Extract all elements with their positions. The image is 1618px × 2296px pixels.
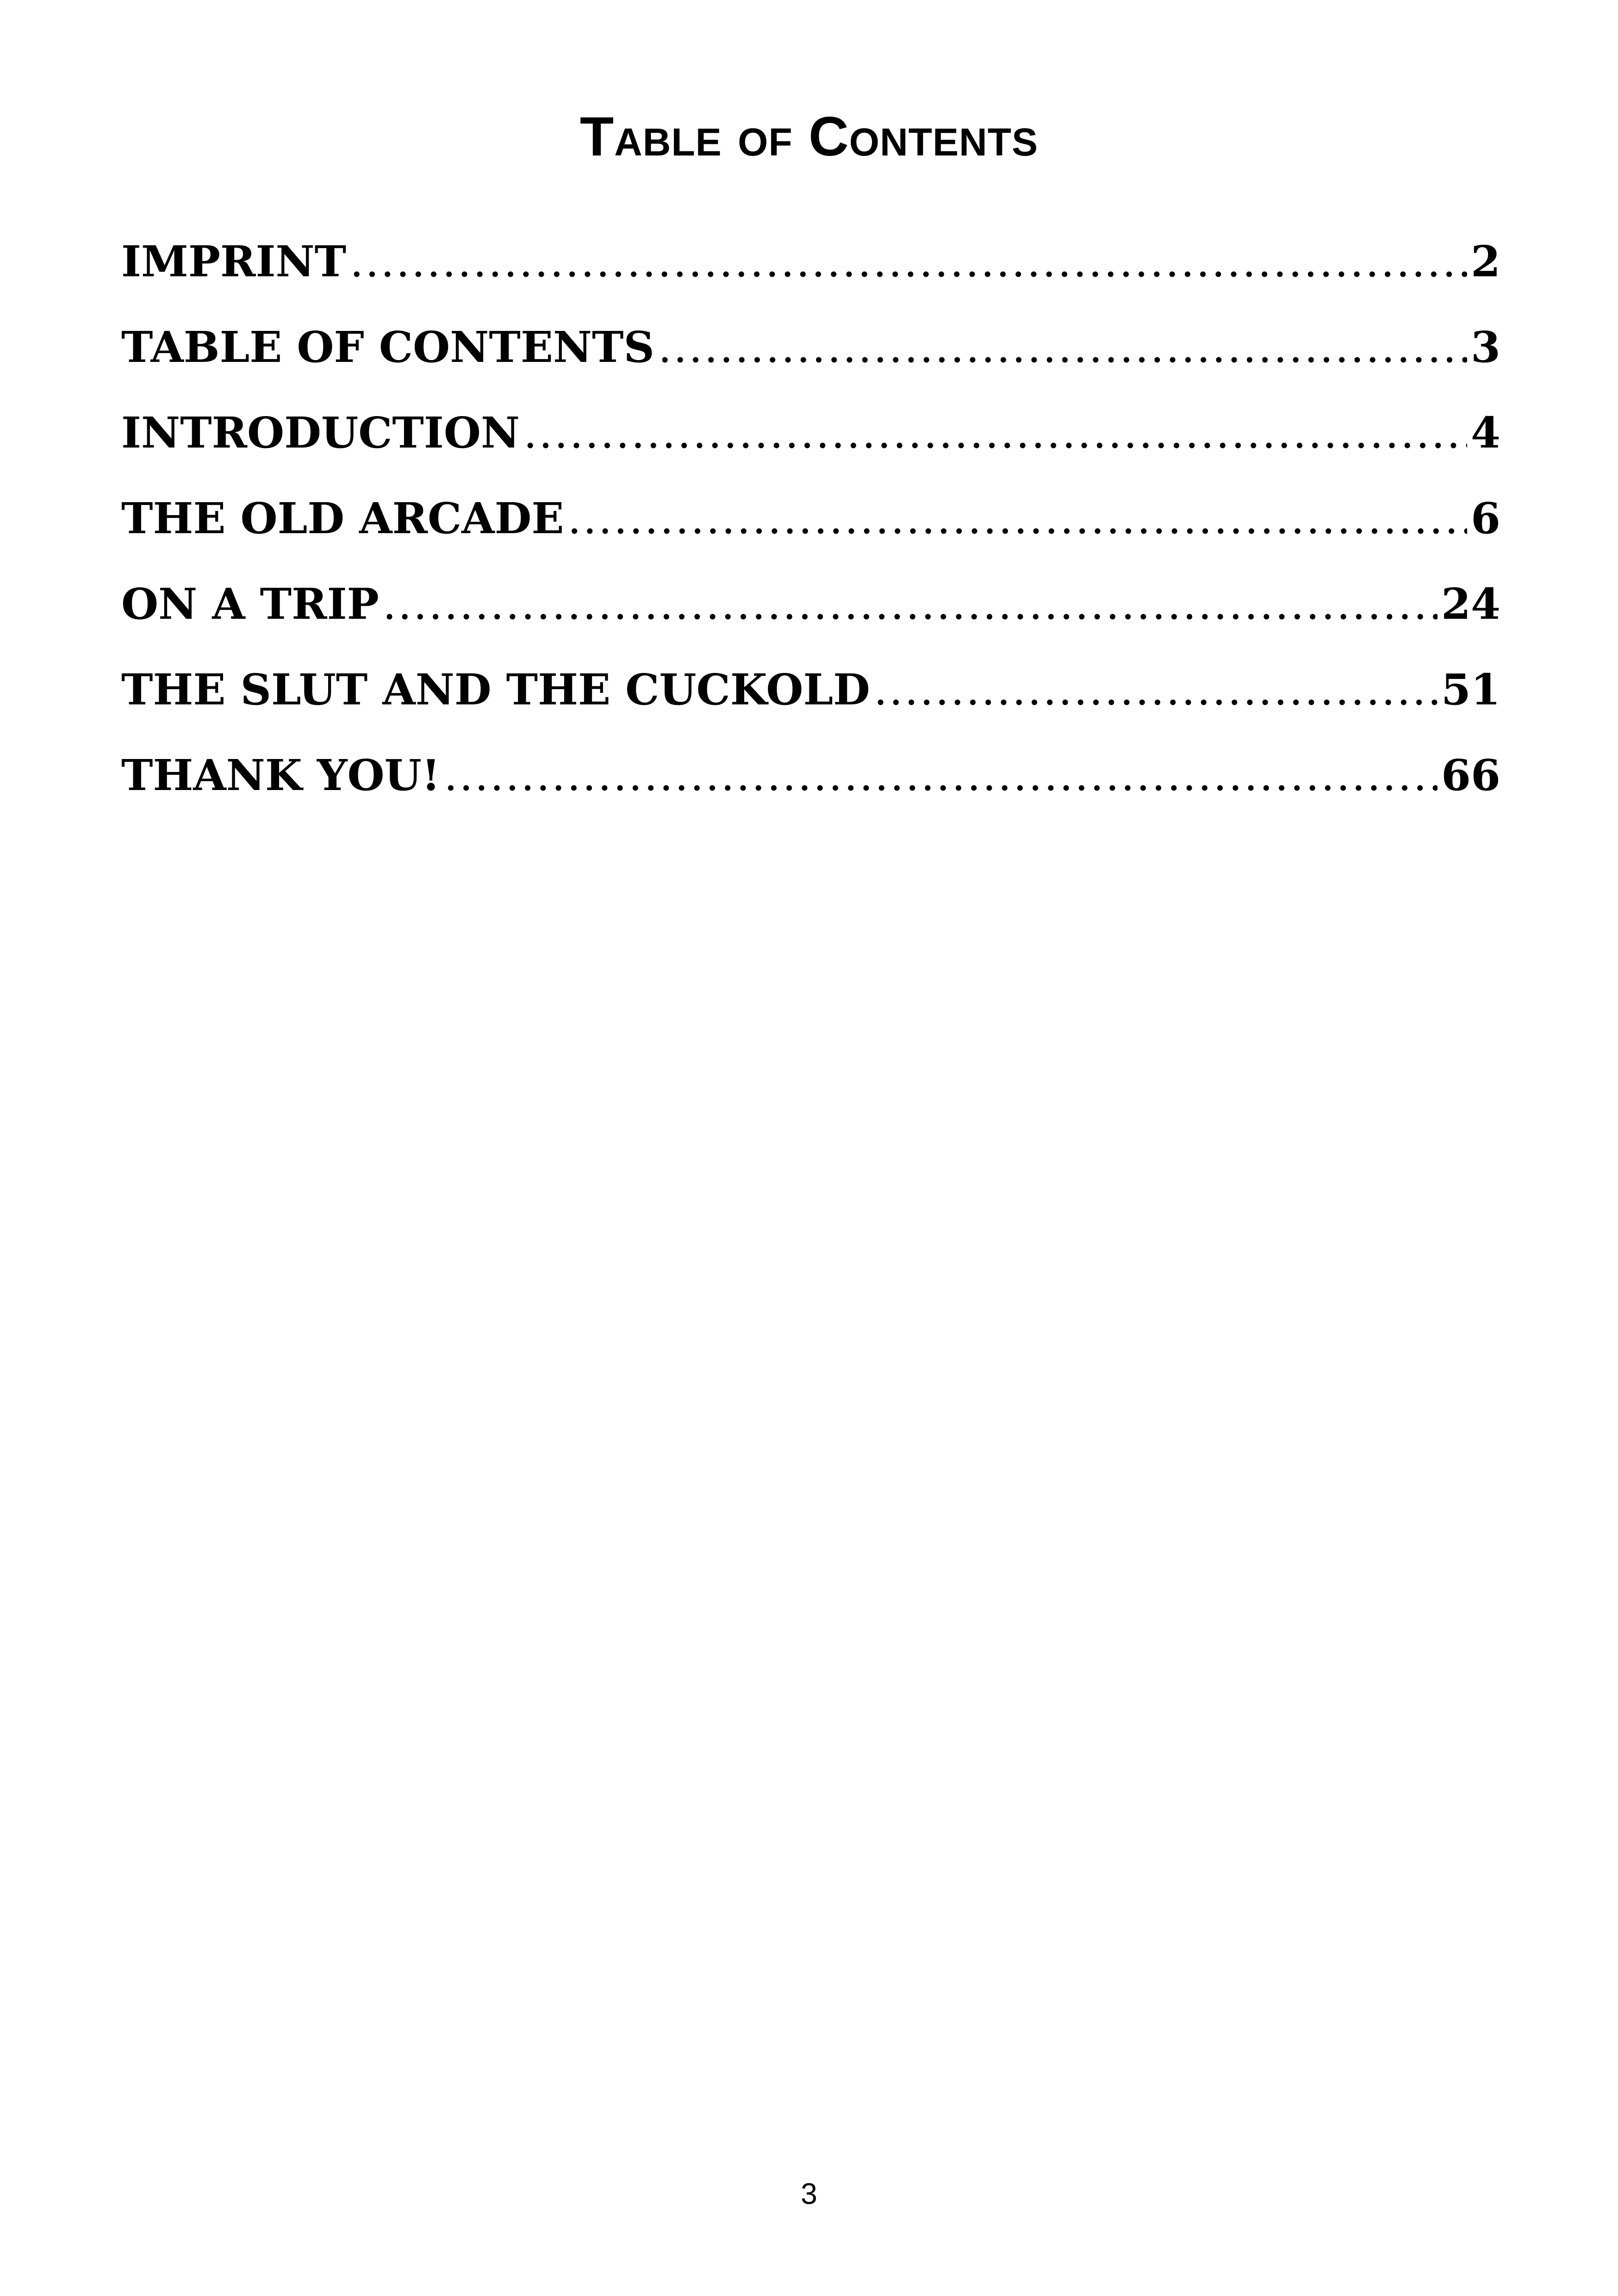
toc-entry-page: 3 xyxy=(1470,322,1500,372)
toc-entry-the-old-arcade[interactable] xyxy=(121,484,1500,569)
toc-entry-label: THE OLD ARCADE xyxy=(121,493,564,543)
dot-leader xyxy=(658,313,1467,382)
toc-entry-label: IMPRINT xyxy=(121,236,347,286)
toc-entry-label: ON A TRIP xyxy=(121,579,379,629)
toc-entry-page: 2 xyxy=(1470,236,1500,286)
dot-leader xyxy=(350,227,1467,297)
page-number: 3 xyxy=(801,2177,817,2210)
toc-entry-imprint[interactable] xyxy=(121,227,1500,312)
toc-entry-page: 24 xyxy=(1441,579,1500,629)
toc-entry-label: THE SLUT AND THE CUCKOLD xyxy=(121,665,870,715)
dot-leader xyxy=(383,570,1438,639)
toc-entry-table-of-contents[interactable] xyxy=(121,312,1500,398)
dot-leader xyxy=(523,398,1467,468)
toc-entry-page: 66 xyxy=(1441,750,1500,800)
toc-entry-label: INTRODUCTION xyxy=(121,408,520,458)
toc-entry-on-a-trip[interactable] xyxy=(121,569,1500,655)
page-title: Table of Contents xyxy=(579,106,1039,168)
toc-entry-page: 6 xyxy=(1470,493,1500,543)
toc-entry-label: TABLE OF CONTENTS xyxy=(121,322,654,372)
toc-entry-page: 4 xyxy=(1470,408,1500,458)
dot-leader xyxy=(444,741,1438,810)
toc-entry-introduction[interactable] xyxy=(121,398,1500,484)
dot-leader xyxy=(568,484,1467,554)
toc-entry-thank-you[interactable] xyxy=(121,740,1500,826)
toc-entry-page: 51 xyxy=(1441,665,1500,715)
table-of-contents xyxy=(121,227,1500,826)
toc-entry-label: THANK YOU! xyxy=(121,750,441,800)
dot-leader xyxy=(874,655,1438,725)
toc-entry-the-slut-and-the-cuckold[interactable] xyxy=(121,655,1500,740)
